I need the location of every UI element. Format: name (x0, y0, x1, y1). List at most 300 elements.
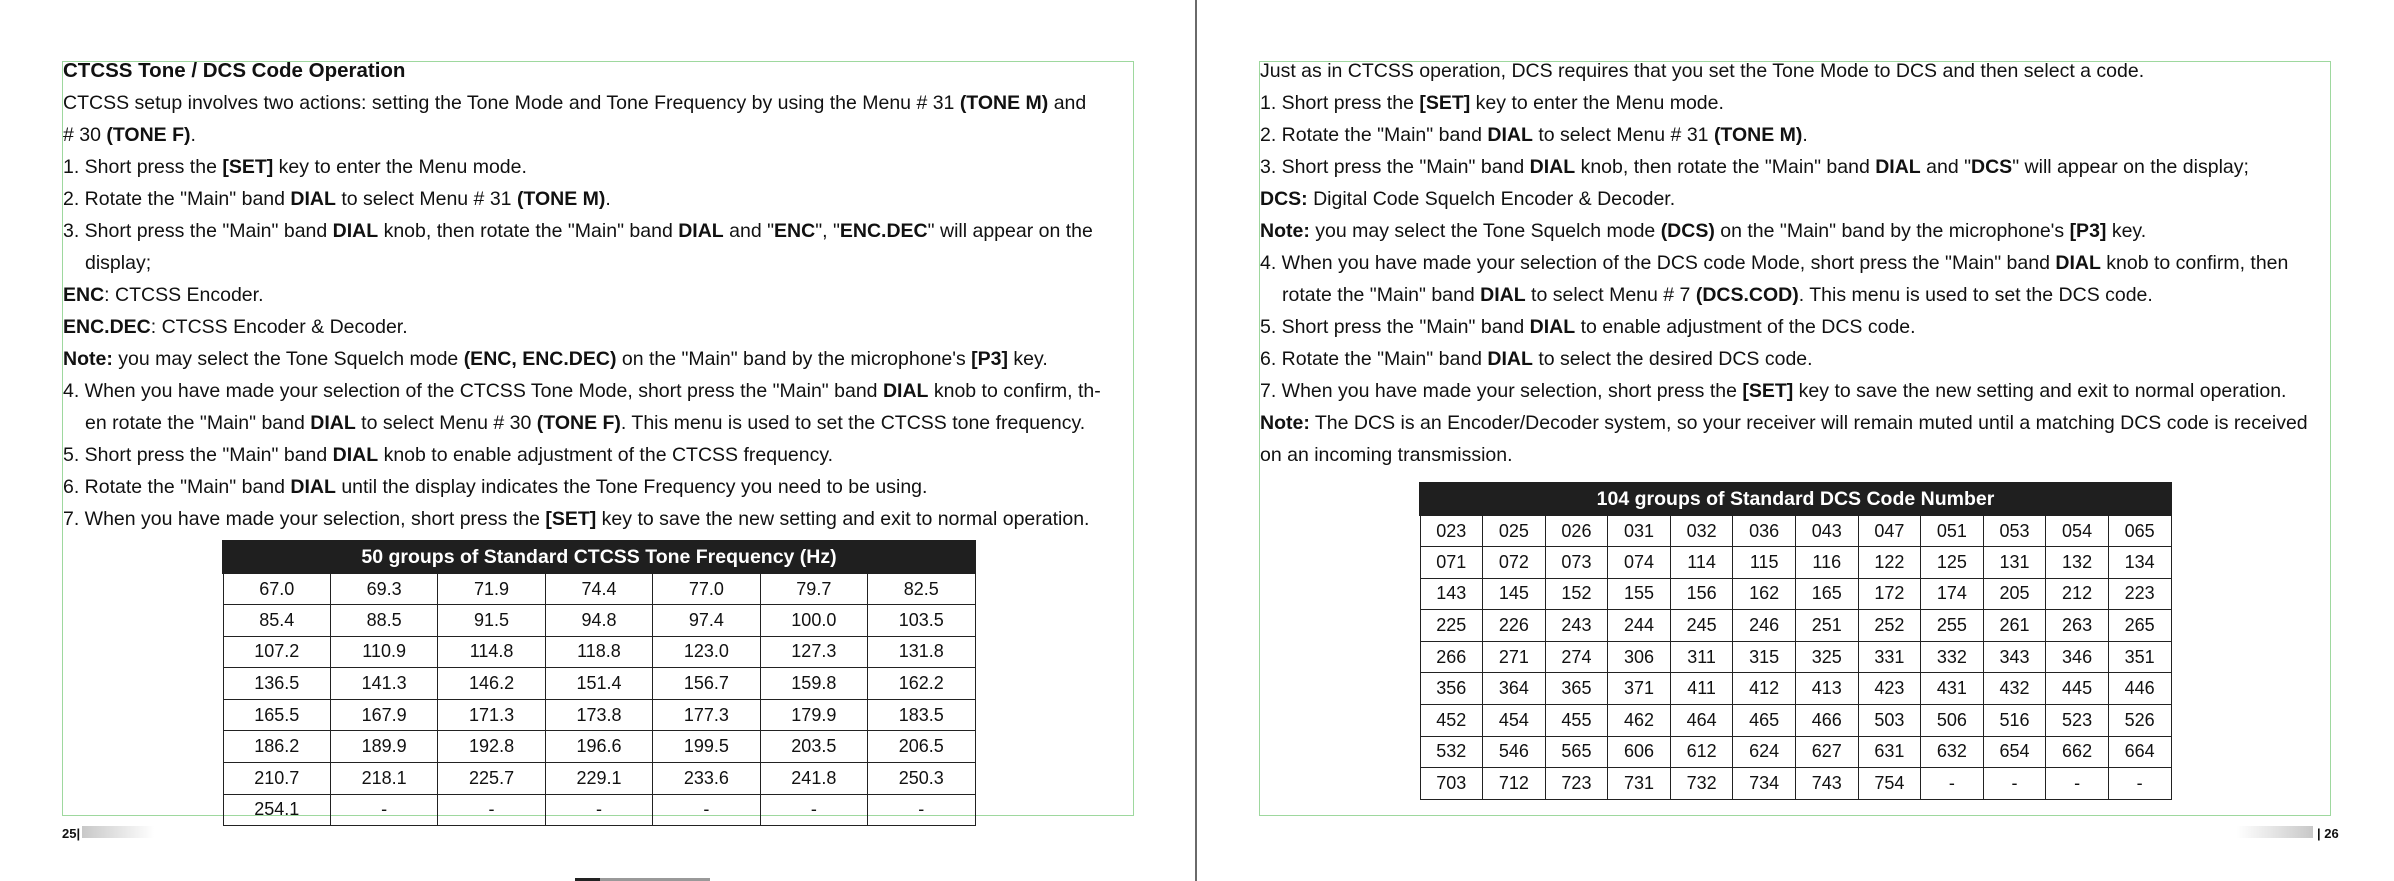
bold-term: DIAL (332, 444, 379, 466)
table-cell: 122 (1858, 547, 1921, 579)
text-run: key. (2106, 220, 2147, 242)
text-run: you may select the Tone Squelch mode (112, 348, 464, 370)
table-cell: - (760, 794, 867, 826)
page-number-bar-left (82, 826, 154, 838)
text-run: knob to confirm, then (2100, 252, 2289, 274)
bold-term: DIAL (332, 220, 379, 242)
text-run: to enable adjustment of the DCS code. (1575, 316, 1916, 338)
table-cell: 233.6 (653, 763, 760, 795)
table-cell: 251 (1795, 610, 1858, 642)
dcs-table-title: 104 groups of Standard DCS Code Number (1420, 483, 2171, 515)
table-cell: 263 (2046, 610, 2109, 642)
table-cell: 445 (2046, 673, 2109, 705)
table-cell: 051 (1921, 515, 1984, 547)
table-cell: 432 (1983, 673, 2046, 705)
instruction-line (63, 247, 1101, 279)
ctcss-tone-table (222, 540, 976, 826)
instruction-line (1260, 247, 2308, 279)
table-cell: 631 (1858, 736, 1921, 768)
table-cell: 265 (2108, 610, 2171, 642)
table-cell: 464 (1670, 705, 1733, 737)
table-row (223, 763, 975, 795)
text-run: to select Menu # 30 (355, 412, 537, 434)
bold-term: ENC.DEC (63, 316, 151, 338)
instruction-line (63, 119, 1101, 151)
bold-term: ENC (774, 220, 816, 242)
table-cell: 743 (1795, 768, 1858, 800)
text-run: . (1802, 124, 1808, 146)
bold-term: Note: (1260, 220, 1310, 242)
table-cell: 036 (1733, 515, 1796, 547)
table-row (223, 636, 975, 668)
ctcss-instructions (63, 55, 1101, 535)
instruction-line (1260, 439, 2308, 471)
table-row (1420, 673, 2171, 705)
instruction-line (1260, 311, 2308, 343)
table-cell: 526 (2108, 705, 2171, 737)
text-run: # 30 (63, 124, 107, 146)
table-cell: 71.9 (438, 573, 545, 605)
instruction-line (63, 375, 1101, 407)
table-cell: 97.4 (653, 605, 760, 637)
table-cell: 023 (1420, 515, 1483, 547)
table-cell: 206.5 (868, 731, 975, 763)
table-cell: 226 (1483, 610, 1546, 642)
text-run: key to save the new setting and exit to normal operation. (1793, 380, 2287, 402)
table-cell: 218.1 (330, 763, 437, 795)
table-cell: 136.5 (223, 668, 330, 700)
table-row (1420, 578, 2171, 610)
page-number-right: | 26 (2317, 826, 2339, 841)
table-cell: 67.0 (223, 573, 330, 605)
table-cell: 69.3 (330, 573, 437, 605)
text-run: CTCSS setup involves two actions: setting the Tone Mode and Tone Frequency by using the Menu # 31 (63, 92, 960, 114)
table-cell: 365 (1545, 673, 1608, 705)
text-run: ", " (815, 220, 840, 242)
table-cell: 127.3 (760, 636, 867, 668)
text-run: to select the desired DCS code. (1532, 348, 1813, 370)
text-run: key to save the new setting and exit to normal operation. (596, 508, 1090, 530)
table-cell: 114 (1670, 547, 1733, 579)
bold-term: (TONE M) (1713, 124, 1803, 146)
table-cell: 115 (1733, 547, 1796, 579)
text-run: on the "Main" band by the microphone's (616, 348, 972, 370)
table-cell: - (545, 794, 652, 826)
table-row (1420, 705, 2171, 737)
table-cell: 225.7 (438, 763, 545, 795)
table-cell: 346 (2046, 641, 2109, 673)
table-cell: 162 (1733, 578, 1796, 610)
table-cell: 123.0 (653, 636, 760, 668)
text-run: 5. Short press the "Main" band (63, 444, 333, 466)
table-cell: 261 (1983, 610, 2046, 642)
table-cell: 254.1 (223, 794, 330, 826)
text-run: . (605, 188, 611, 210)
dcs-code-table (1419, 482, 2172, 800)
instruction-line (1260, 119, 2308, 151)
table-cell: 025 (1483, 515, 1546, 547)
table-row (1420, 641, 2171, 673)
bold-term: Note: (63, 348, 113, 370)
text-run: . This menu is used to set the DCS code. (1798, 284, 2153, 306)
table-row (1420, 547, 2171, 579)
table-cell: 654 (1983, 736, 2046, 768)
table-cell: 047 (1858, 515, 1921, 547)
table-cell: 331 (1858, 641, 1921, 673)
table-cell: 315 (1733, 641, 1796, 673)
instruction-line (1260, 55, 2308, 87)
table-cell: 210.7 (223, 763, 330, 795)
text-run: to select Menu # 31 (1532, 124, 1714, 146)
bold-term: DIAL (882, 380, 929, 402)
bold-term: DIAL (290, 476, 336, 498)
table-cell: 071 (1420, 547, 1483, 579)
bold-term: [SET] (222, 156, 274, 178)
text-run: 7. When you have made your selection, short press the (63, 508, 546, 530)
table-cell: 452 (1420, 705, 1483, 737)
text-run: to select Menu # 31 (335, 188, 517, 210)
text-run: 6. Rotate the "Main" band (63, 476, 291, 498)
text-run: . This menu is used to set the CTCSS tone frequency. (620, 412, 1086, 434)
table-cell: 072 (1483, 547, 1546, 579)
table-cell: 356 (1420, 673, 1483, 705)
text-run: on the "Main" band by the microphone's (1714, 220, 2070, 242)
table-cell: 155 (1608, 578, 1671, 610)
text-run: and (1048, 92, 1087, 114)
text-run: 4. When you have made your selection of the DCS code Mode, short press the "Main" band (1260, 252, 2056, 274)
bold-term: DIAL (678, 220, 724, 242)
instruction-line (63, 407, 1101, 439)
bold-term: [SET] (1419, 92, 1471, 114)
bold-term: ENC.DEC (839, 220, 928, 242)
table-cell: 065 (2108, 515, 2171, 547)
table-cell: 243 (1545, 610, 1608, 642)
table-cell: 74.4 (545, 573, 652, 605)
table-cell: 255 (1921, 610, 1984, 642)
bold-term: Note: (1260, 412, 1310, 434)
table-cell: 351 (2108, 641, 2171, 673)
table-cell: 125 (1921, 547, 1984, 579)
text-run: 3. Short press the "Main" band (63, 220, 333, 242)
instruction-line (63, 503, 1101, 535)
table-cell: 523 (2046, 705, 2109, 737)
table-cell: 431 (1921, 673, 1984, 705)
instruction-line (1260, 151, 2308, 183)
table-cell: 131 (1983, 547, 2046, 579)
dcs-instructions (1260, 55, 2308, 471)
table-cell: 77.0 (653, 573, 760, 605)
instruction-line (1260, 343, 2308, 375)
table-cell: 411 (1670, 673, 1733, 705)
instruction-line (63, 87, 1101, 119)
table-cell: 455 (1545, 705, 1608, 737)
table-cell: 252 (1858, 610, 1921, 642)
table-cell: 141.3 (330, 668, 437, 700)
table-cell: 174 (1921, 578, 1984, 610)
page-number-left-value: 25 (62, 826, 77, 841)
bold-term: DIAL (1487, 348, 1533, 370)
text-run: . (190, 124, 196, 146)
table-cell: 245 (1670, 610, 1733, 642)
table-cell: 632 (1921, 736, 1984, 768)
table-cell: 103.5 (868, 605, 975, 637)
table-cell: 466 (1795, 705, 1858, 737)
text-run: knob to confirm, th- (928, 380, 1101, 402)
page-number-right-value: 26 (2324, 826, 2339, 841)
table-cell: 110.9 (330, 636, 437, 668)
bold-term: DIAL (1875, 156, 1921, 178)
table-cell: 624 (1733, 736, 1796, 768)
table-cell: 446 (2108, 673, 2171, 705)
table-cell: - (653, 794, 760, 826)
text-run: to select Menu # 7 (1525, 284, 1696, 306)
table-cell: 506 (1921, 705, 1984, 737)
text-run: : CTCSS Encoder. (104, 284, 264, 306)
bold-term: (TONE F) (106, 124, 191, 146)
instruction-line (63, 343, 1101, 375)
bold-term: [P3] (2069, 220, 2107, 242)
table-cell: 026 (1545, 515, 1608, 547)
table-cell: 332 (1921, 641, 1984, 673)
table-cell: 454 (1483, 705, 1546, 737)
instruction-line (1260, 375, 2308, 407)
table-cell: 183.5 (868, 699, 975, 731)
table-cell: 196.6 (545, 731, 652, 763)
bold-term: DIAL (310, 412, 356, 434)
table-cell: 162.2 (868, 668, 975, 700)
table-cell: 143 (1420, 578, 1483, 610)
text-run: 7. When you have made your selection, short press the (1260, 380, 1743, 402)
table-cell: 167.9 (330, 699, 437, 731)
table-cell: 159.8 (760, 668, 867, 700)
table-cell: 703 (1420, 768, 1483, 800)
text-run: Digital Code Squelch Encoder & Decoder. (1307, 188, 1676, 210)
table-cell: - (2046, 768, 2109, 800)
text-run: on an incoming transmission. (1260, 444, 1513, 466)
table-cell: 114.8 (438, 636, 545, 668)
section-heading (63, 55, 1101, 87)
table-cell: 152 (1545, 578, 1608, 610)
table-cell: - (438, 794, 545, 826)
bold-term: DIAL (1529, 156, 1576, 178)
text-run: rotate the "Main" band (1282, 284, 1481, 306)
table-cell: 223 (2108, 578, 2171, 610)
instruction-line (1260, 279, 2308, 311)
bold-term: (DCS.COD) (1695, 284, 1799, 306)
table-cell: 612 (1670, 736, 1733, 768)
table-cell: 156.7 (653, 668, 760, 700)
table-cell: 199.5 (653, 731, 760, 763)
table-row (223, 794, 975, 826)
table-cell: 565 (1545, 736, 1608, 768)
table-cell: 107.2 (223, 636, 330, 668)
table-cell: 516 (1983, 705, 2046, 737)
bold-term: (TONE M) (516, 188, 606, 210)
table-cell: 413 (1795, 673, 1858, 705)
table-cell: 145 (1483, 578, 1546, 610)
table-cell: 734 (1733, 768, 1796, 800)
table-cell: 179.9 (760, 699, 867, 731)
table-cell: 132 (2046, 547, 2109, 579)
table-cell: 229.1 (545, 763, 652, 795)
instruction-line (1260, 183, 2308, 215)
table-cell: - (2108, 768, 2171, 800)
instruction-line (63, 439, 1101, 471)
table-cell: 212 (2046, 578, 2109, 610)
table-cell: 412 (1733, 673, 1796, 705)
table-cell: 073 (1545, 547, 1608, 579)
text-run: you may select the Tone Squelch mode (1309, 220, 1661, 242)
bold-term: DIAL (1529, 316, 1576, 338)
text-run: Just as in CTCSS operation, DCS requires that you set the Tone Mode to DCS and then select a code. (1260, 60, 2145, 82)
text-run: knob to enable adjustment of the CTCSS frequency. (378, 444, 834, 466)
table-cell: 116 (1795, 547, 1858, 579)
table-cell: 189.9 (330, 731, 437, 763)
table-cell: 171.3 (438, 699, 545, 731)
table-cell: 172 (1858, 578, 1921, 610)
text-run: key to enter the Menu mode. (273, 156, 527, 178)
table-cell: 712 (1483, 768, 1546, 800)
table-cell: 134 (2108, 547, 2171, 579)
text-run: : CTCSS Encoder & Decoder. (150, 316, 408, 338)
table-row (223, 699, 975, 731)
table-cell: 156 (1670, 578, 1733, 610)
text-run: and " (723, 220, 775, 242)
bold-term: (TONE M) (959, 92, 1049, 114)
instruction-line (63, 311, 1101, 343)
table-cell: 465 (1733, 705, 1796, 737)
instruction-line (1260, 215, 2308, 247)
bold-term: DIAL (290, 188, 336, 210)
instruction-line (63, 471, 1101, 503)
table-row (1420, 610, 2171, 642)
table-row (223, 668, 975, 700)
text-run: The DCS is an Encoder/Decoder system, so your receiver will remain muted until a matching DCS code is received (1309, 412, 2308, 434)
bold-term: DIAL (1480, 284, 1526, 306)
table-cell: - (330, 794, 437, 826)
bold-term: [SET] (545, 508, 597, 530)
table-cell: 371 (1608, 673, 1671, 705)
table-cell: 225 (1420, 610, 1483, 642)
table-cell: 91.5 (438, 605, 545, 637)
table-cell: 325 (1795, 641, 1858, 673)
text-run: knob, then rotate the "Main" band (1575, 156, 1876, 178)
table-cell: 88.5 (330, 605, 437, 637)
bold-term: (ENC, ENC.DEC) (463, 348, 617, 370)
text-run: display; (85, 252, 152, 274)
instruction-line (63, 279, 1101, 311)
table-cell: 503 (1858, 705, 1921, 737)
text-run: 1. Short press the (63, 156, 223, 178)
table-cell: 131.8 (868, 636, 975, 668)
table-cell: 031 (1608, 515, 1671, 547)
table-cell: 203.5 (760, 731, 867, 763)
bold-term: DIAL (2055, 252, 2101, 274)
text-run: and " (1920, 156, 1972, 178)
text-run: 1. Short press the (1260, 92, 1420, 114)
table-row (1420, 515, 2171, 547)
table-cell: 032 (1670, 515, 1733, 547)
instruction-line (1260, 407, 2308, 439)
table-cell: 173.8 (545, 699, 652, 731)
table-cell: 241.8 (760, 763, 867, 795)
table-cell: 205 (1983, 578, 2046, 610)
text-run: " will appear on the (927, 220, 1093, 242)
text-run: en rotate the "Main" band (85, 412, 311, 434)
text-run: knob, then rotate the "Main" band (378, 220, 679, 242)
bold-term: CTCSS Tone / DCS Code Operation (63, 59, 406, 82)
bold-term: [P3] (971, 348, 1008, 370)
table-cell: 723 (1545, 768, 1608, 800)
table-cell: 364 (1483, 673, 1546, 705)
table-row (223, 573, 975, 605)
table-cell: 664 (2108, 736, 2171, 768)
ctcss-table-title: 50 groups of Standard CTCSS Tone Frequency (Hz) (223, 541, 975, 573)
table-cell: 627 (1795, 736, 1858, 768)
table-row (223, 605, 975, 637)
text-run: 4. When you have made your selection of the CTCSS Tone Mode, short press the "Main" band (63, 380, 883, 402)
bold-term: ENC (63, 284, 105, 306)
text-run: 2. Rotate the "Main" band (1260, 124, 1488, 146)
table-row (1420, 768, 2171, 800)
bold-term: [SET] (1742, 380, 1794, 402)
table-cell: 606 (1608, 736, 1671, 768)
table-cell: 82.5 (868, 573, 975, 605)
table-cell: 146.2 (438, 668, 545, 700)
table-cell: - (1921, 768, 1984, 800)
bold-term: (DCS) (1660, 220, 1715, 242)
table-cell: - (868, 794, 975, 826)
bold-term: DCS: (1260, 188, 1308, 210)
table-cell: 186.2 (223, 731, 330, 763)
text-run: key. (1008, 348, 1048, 370)
text-run: until the display indicates the Tone Frequency you need to be using. (335, 476, 928, 498)
table-cell: 151.4 (545, 668, 652, 700)
table-cell: 053 (1983, 515, 2046, 547)
table-cell: 054 (2046, 515, 2109, 547)
table-cell: 731 (1608, 768, 1671, 800)
table-cell: 165.5 (223, 699, 330, 731)
table-cell: 244 (1608, 610, 1671, 642)
page-number-left: 25| (62, 826, 81, 841)
bold-term: DIAL (1487, 124, 1533, 146)
text-run: 5. Short press the "Main" band (1260, 316, 1530, 338)
table-cell: 532 (1420, 736, 1483, 768)
table-cell: 177.3 (653, 699, 760, 731)
table-cell: 311 (1670, 641, 1733, 673)
table-cell: 462 (1608, 705, 1671, 737)
instruction-line (1260, 87, 2308, 119)
page-number-bar-right (2237, 826, 2313, 838)
table-cell: 423 (1858, 673, 1921, 705)
table-cell: 100.0 (760, 605, 867, 637)
table-cell: 246 (1733, 610, 1796, 642)
table-cell: 274 (1545, 641, 1608, 673)
table-cell: 79.7 (760, 573, 867, 605)
table-cell: 192.8 (438, 731, 545, 763)
table-cell: 043 (1795, 515, 1858, 547)
table-cell: 250.3 (868, 763, 975, 795)
table-row (1420, 736, 2171, 768)
book-spine-divider (1195, 0, 1197, 881)
text-run: 6. Rotate the "Main" band (1260, 348, 1488, 370)
bold-term: (TONE F) (536, 412, 621, 434)
text-run: key to enter the Menu mode. (1470, 92, 1724, 114)
table-cell: 85.4 (223, 605, 330, 637)
instruction-line (63, 215, 1101, 247)
table-cell: 343 (1983, 641, 2046, 673)
table-cell: 271 (1483, 641, 1546, 673)
